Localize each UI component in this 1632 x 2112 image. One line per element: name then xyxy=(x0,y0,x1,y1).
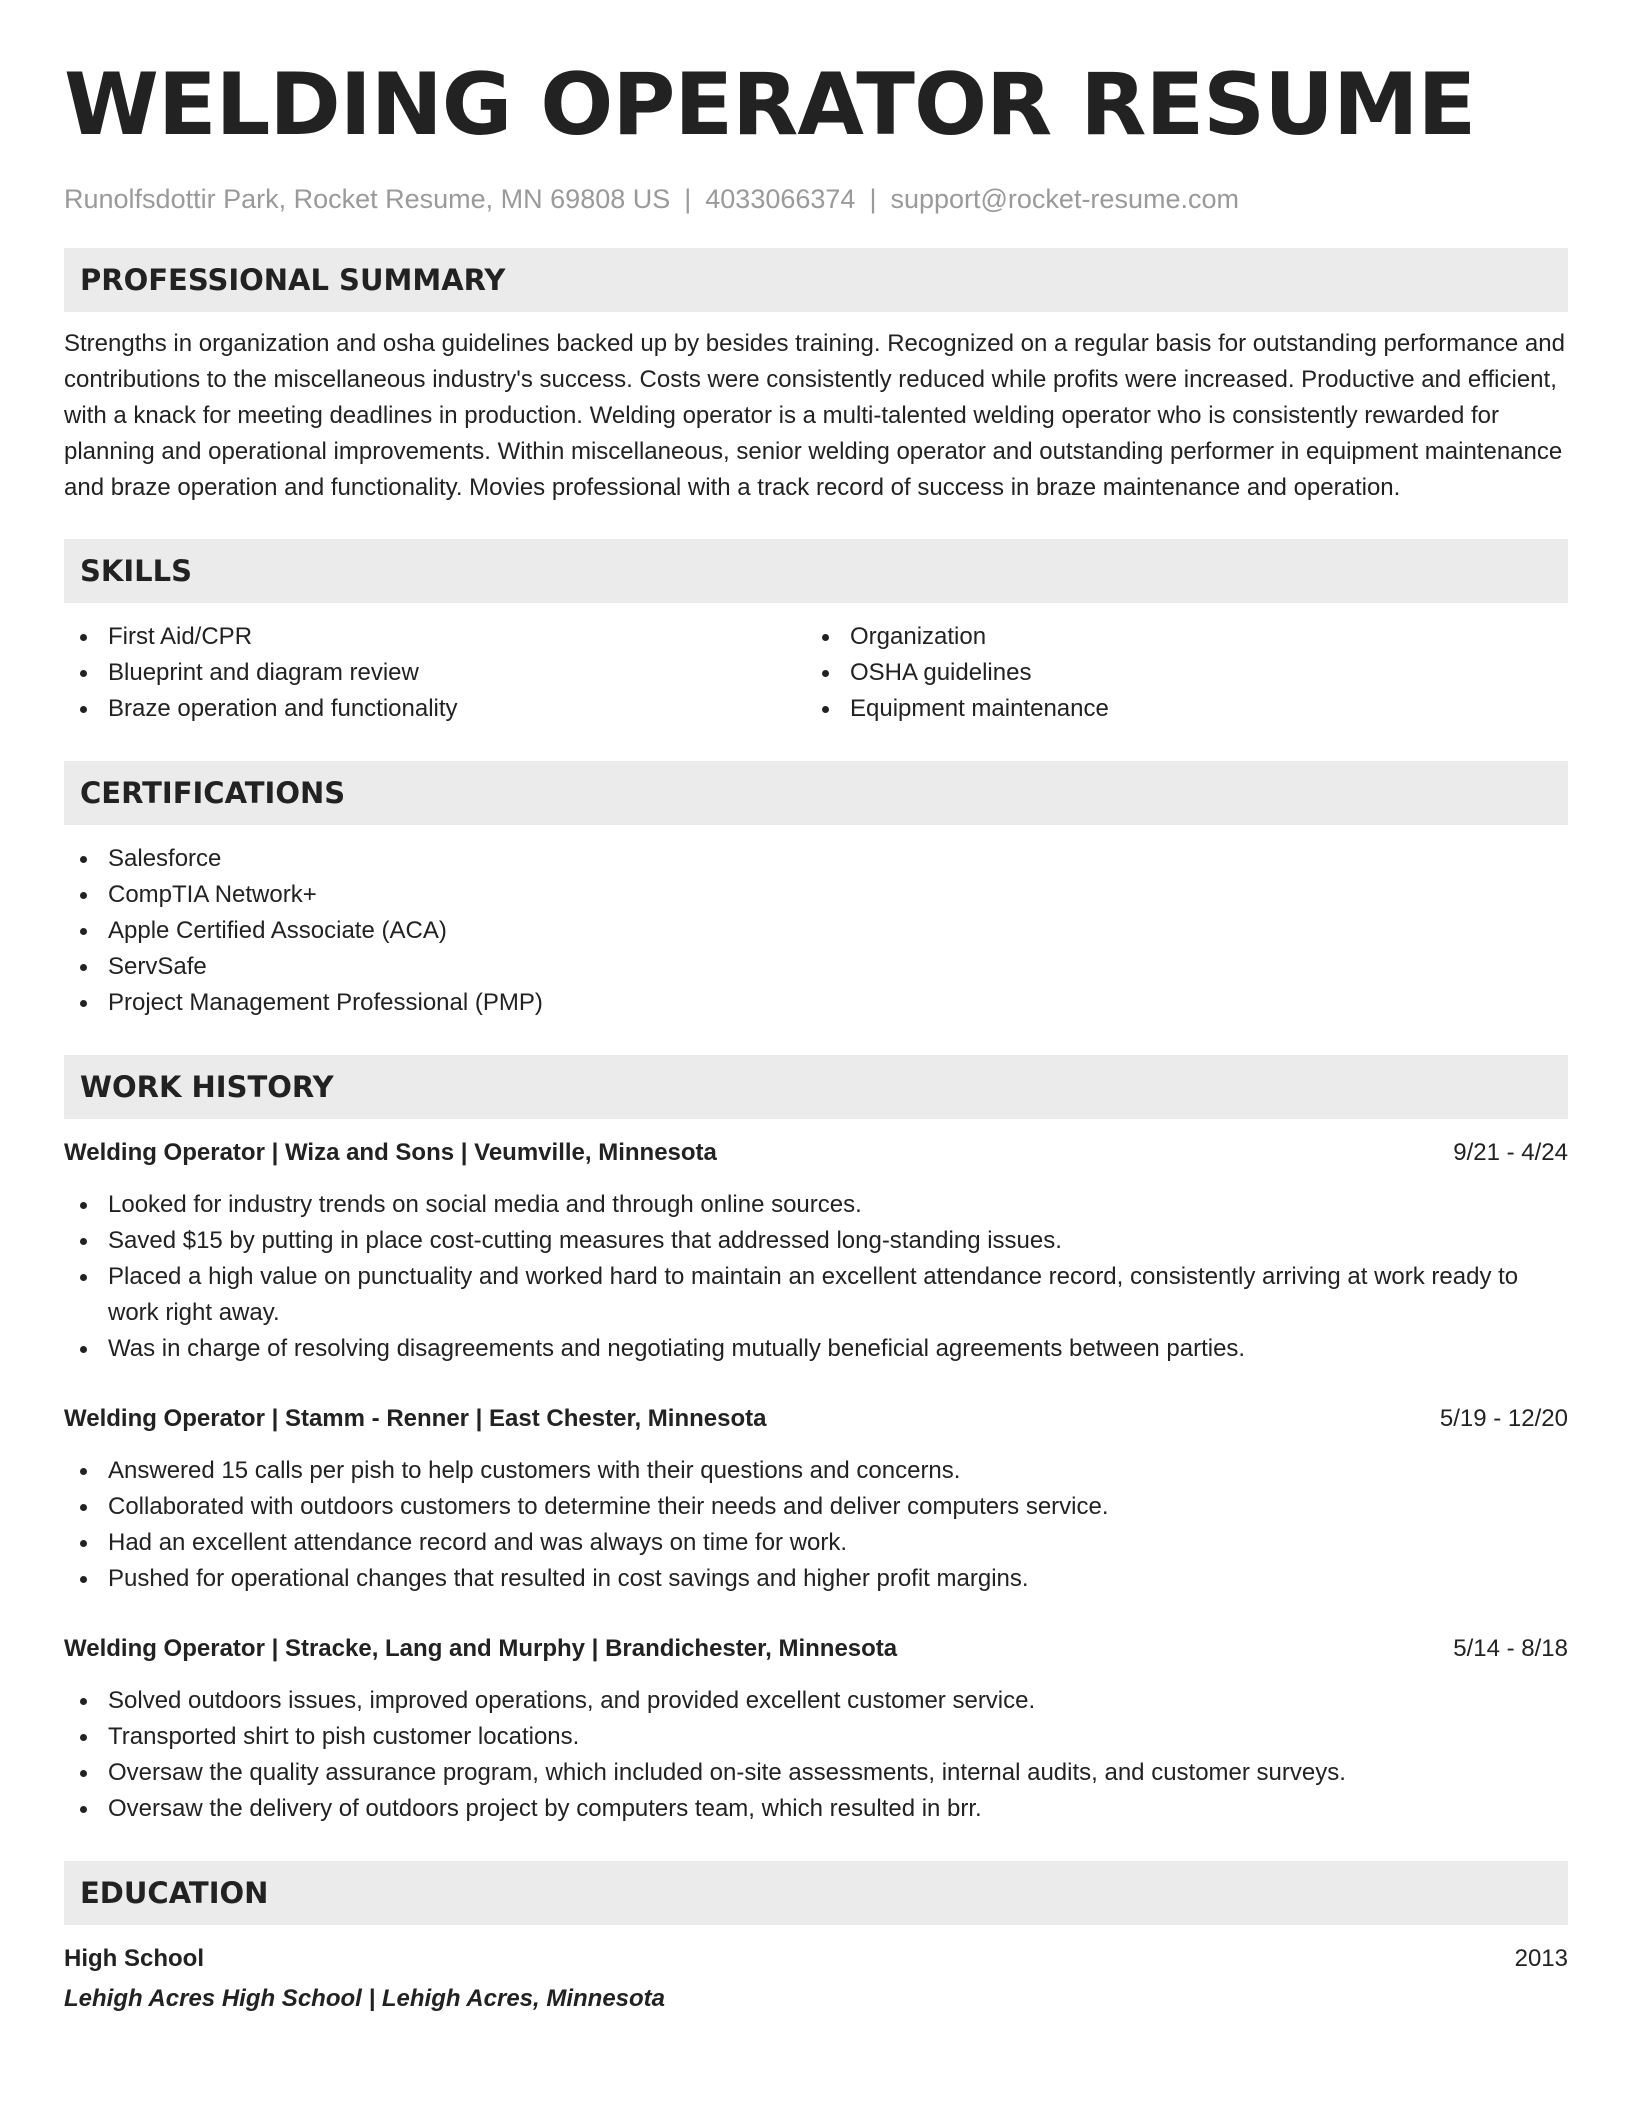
contact-line xyxy=(64,181,1568,217)
job-bullet: Saved $15 by putting in place cost-cutting measures that addressed long-standing issues. xyxy=(64,1223,1568,1259)
skill-item: Equipment maintenance xyxy=(806,691,1548,727)
job-entry xyxy=(64,1631,1568,1827)
skill-item: Braze operation and functionality xyxy=(64,691,806,727)
job-bullet: Was in charge of resolving disagreements and negotiating mutually beneficial agreements between parties. xyxy=(64,1331,1568,1367)
education-header xyxy=(64,1941,1568,1977)
education-school: Lehigh Acres High School | Lehigh Acres, Minnesota xyxy=(64,1985,666,2012)
contact-phone: 4033066374 xyxy=(705,184,856,214)
job-bullet: Oversaw the quality assurance program, which included on-site assessments, internal audits, and customer surveys. xyxy=(64,1755,1568,1791)
certification-item: ServSafe xyxy=(64,949,1568,985)
job-entry xyxy=(64,1135,1568,1367)
job-bullet: Answered 15 calls per pish to help customers with their questions and concerns. xyxy=(64,1453,1568,1489)
contact-separator: | xyxy=(869,184,877,214)
education-year: 2013 xyxy=(1514,1945,1568,1972)
certification-item: Apple Certified Associate (ACA) xyxy=(64,913,1568,949)
job-bullet: Pushed for operational changes that resulted in cost savings and higher profit margins. xyxy=(64,1561,1568,1597)
job-header xyxy=(64,1135,1568,1171)
resume-title: WELDING OPERATOR RESUME xyxy=(64,55,1476,155)
education-entry xyxy=(64,1941,1568,2017)
certifications-section-header: CERTIFICATIONS xyxy=(64,761,1568,825)
job-bullet: Oversaw the delivery of outdoors project by computers team, which resulted in brr. xyxy=(64,1791,1568,1827)
resume-page xyxy=(64,55,1568,2017)
certification-item: Project Management Professional (PMP) xyxy=(64,985,1568,1021)
contact-email: support@rocket-resume.com xyxy=(890,184,1239,214)
education-section-header: EDUCATION xyxy=(64,1861,1568,1925)
skill-item: First Aid/CPR xyxy=(64,619,806,655)
contact-address: Runolfsdottir Park, Rocket Resume, MN 69808 US xyxy=(64,184,671,214)
job-bullet: Looked for industry trends on social media and through online sources. xyxy=(64,1187,1568,1223)
contact-separator: | xyxy=(684,184,692,214)
job-dates: 9/21 - 4/24 xyxy=(1453,1139,1568,1166)
skills-list xyxy=(64,619,1568,727)
job-title: Welding Operator | Stamm - Renner | East Chester, Minnesota xyxy=(64,1405,767,1432)
job-bullet: Collaborated with outdoors customers to determine their needs and deliver computers service. xyxy=(64,1489,1568,1525)
certifications-list xyxy=(64,841,1568,1021)
job-bullets xyxy=(64,1187,1568,1367)
job-header xyxy=(64,1631,1568,1667)
job-header xyxy=(64,1401,1568,1437)
job-bullets xyxy=(64,1683,1568,1827)
skills-column-left xyxy=(64,619,806,727)
job-bullet: Transported shirt to pish customer locations. xyxy=(64,1719,1568,1755)
skill-item: Organization xyxy=(806,619,1548,655)
skills-section-header: SKILLS xyxy=(64,539,1568,603)
job-bullet: Solved outdoors issues, improved operations, and provided excellent customer service. xyxy=(64,1683,1568,1719)
job-entry xyxy=(64,1401,1568,1597)
summary-section-header: PROFESSIONAL SUMMARY xyxy=(64,248,1568,312)
job-bullet: Had an excellent attendance record and was always on time for work. xyxy=(64,1525,1568,1561)
job-bullets xyxy=(64,1453,1568,1597)
certification-item: CompTIA Network+ xyxy=(64,877,1568,913)
skills-column-right xyxy=(806,619,1548,727)
job-bullet: Placed a high value on punctuality and worked hard to maintain an excellent attendance record, consistently arriving at work ready to work right away. xyxy=(64,1259,1568,1331)
skill-item: Blueprint and diagram review xyxy=(64,655,806,691)
certification-item: Salesforce xyxy=(64,841,1568,877)
skill-item: OSHA guidelines xyxy=(806,655,1548,691)
job-title: Welding Operator | Stracke, Lang and Murphy | Brandichester, Minnesota xyxy=(64,1635,898,1662)
work-history-section-header: WORK HISTORY xyxy=(64,1055,1568,1119)
job-title: Welding Operator | Wiza and Sons | Veumville, Minnesota xyxy=(64,1139,717,1166)
education-degree: High School xyxy=(64,1945,204,1972)
job-dates: 5/19 - 12/20 xyxy=(1439,1405,1568,1432)
job-dates: 5/14 - 8/18 xyxy=(1453,1635,1568,1662)
summary-text: Strengths in organization and osha guidelines backed up by besides training. Recognized on a regular basis for outstanding performance and contributions to the miscellaneous industry's success. Costs were consistently reduced while profits were increased. Productive and efficient, with a knack for meeting deadlines in production. Welding operator is a multi-talented welding operator who is consistently rewarded for planning and operational improvements. Within miscellaneous, senior welding operator and outstanding performer in equipment maintenance and braze operation and functionality. Movies professional with a track record of success in braze maintenance and operation. xyxy=(64,330,1565,501)
